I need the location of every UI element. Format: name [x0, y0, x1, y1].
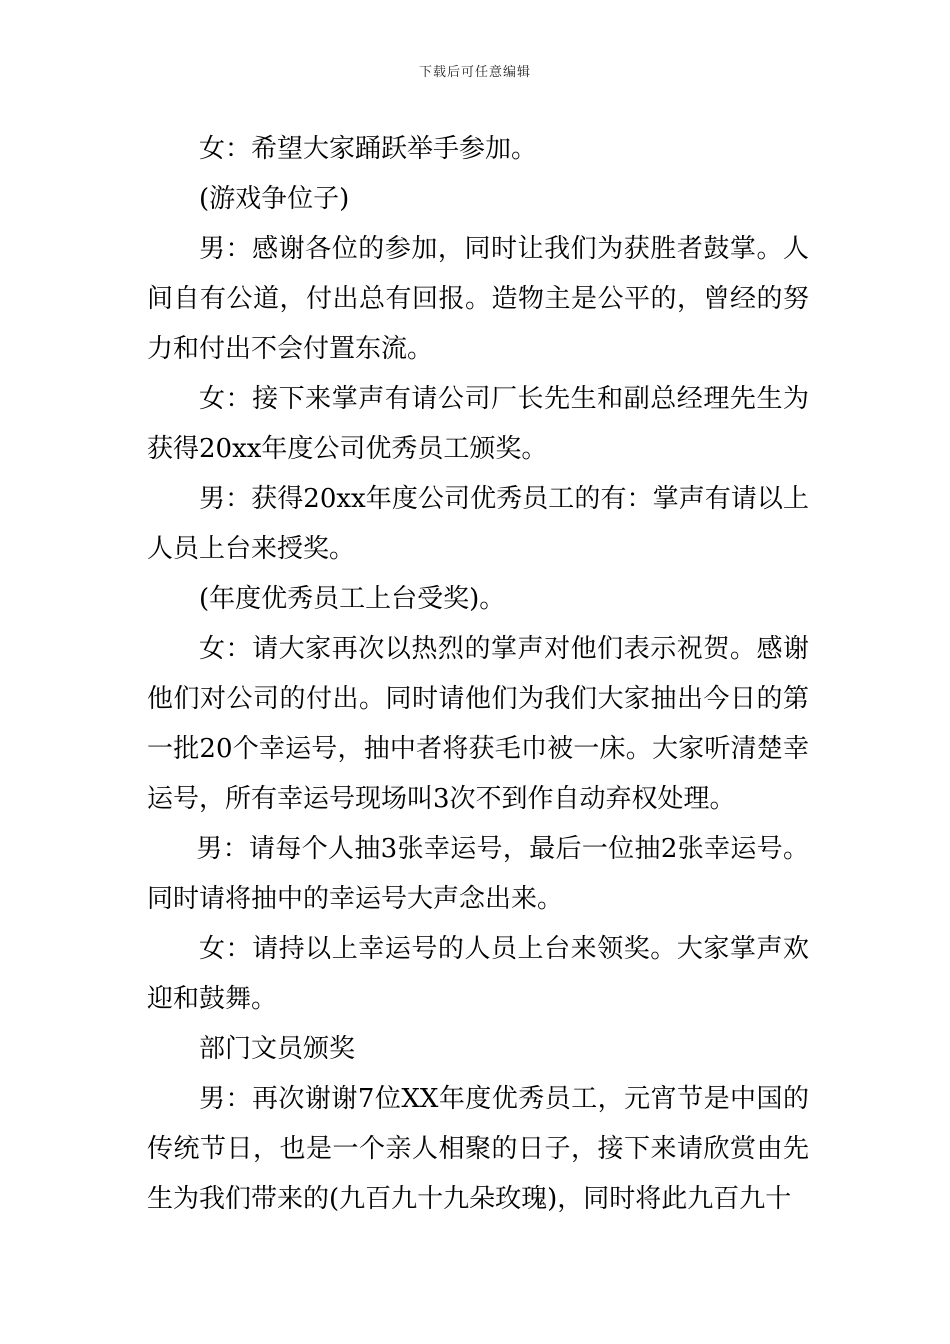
- paragraph-4: 女：接下来掌声有请公司厂长先生和副总经理先生为获得20xx年度公司优秀员工颁奖。: [147, 384, 809, 464]
- paragraph-1: 女：希望大家踊跃举手参加。: [199, 134, 538, 164]
- paragraph-2: (游戏争位子): [199, 184, 350, 214]
- paragraph-11: 男：再次谢谢7位XX年度优秀员工，元宵节是中国的传统节日，也是一个亲人相聚的日子，接下来请欣赏由先生为我们带来的(九百九十九朵玫瑰)，同时将此九百九十: [147, 1084, 809, 1214]
- paragraph-10: 部门文员颁奖: [199, 1034, 356, 1064]
- paragraph-7: 女：请大家再次以热烈的掌声对他们表示祝贺。感谢他们对公司的付出。同时请他们为我们大家抽出今日的第一批20个幸运号，抽中者将获毛巾被一床。大家听清楚幸运号，所有幸运号现场叫3次不到作自动弃权处理。: [147, 634, 809, 814]
- page-header: 下载后可任意编辑: [418, 65, 531, 80]
- paragraph-6: (年度优秀员工上台受奖)。: [199, 584, 506, 614]
- paragraph-5: 男：获得20xx年度公司优秀员工的有：掌声有请以上人员上台来授奖。: [147, 484, 809, 564]
- document-body: [147, 124, 809, 1224]
- paragraph-3: 男：感谢各位的参加，同时让我们为获胜者鼓掌。人间自有公道，付出总有回报。造物主是公平的，曾经的努力和付出不会付置东流。: [147, 234, 809, 364]
- paragraph-9: 女：请持以上幸运号的人员上台来领奖。大家掌声欢迎和鼓舞。: [147, 934, 809, 1014]
- paragraph-8: 男：请每个人抽3张幸运号，最后一位抽2张幸运号。同时请将抽中的幸运号大声念出来。: [147, 834, 809, 914]
